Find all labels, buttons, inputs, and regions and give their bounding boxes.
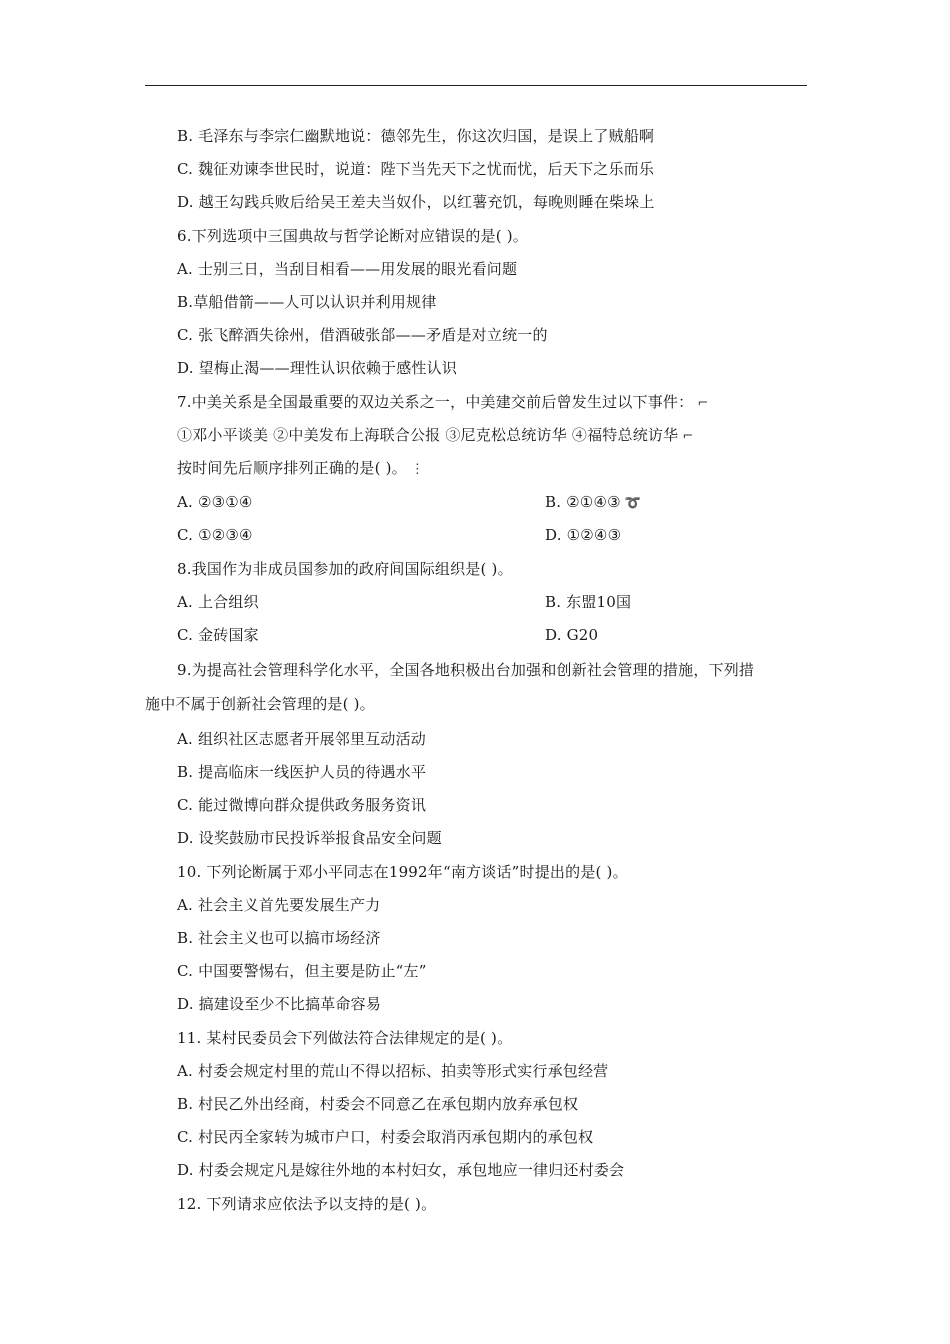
option-line: B. 提高临床一线医护人员的待遇水平 [177, 763, 427, 781]
edit-mark-icon: ⌐ [682, 429, 694, 444]
question-7-prompt [177, 458, 424, 480]
question-7 [177, 392, 708, 414]
option-line: C. 能过微博向群众提供政务服务资讯 [177, 796, 427, 814]
question-9-continued: 施中不属于创新社会管理的是( )。 [145, 695, 375, 713]
option-line: C. 金砖国家 [177, 626, 259, 644]
option-line: D. 设奖鼓励市民投诉举报食品安全问题 [177, 829, 442, 847]
option-line: A. 上合组织 [177, 593, 259, 611]
question-12: 12. 下列请求应依法予以支持的是( )。 [177, 1195, 437, 1213]
option-line: D. ①②④③ [545, 526, 622, 544]
option-line: A. ②③①④ [177, 493, 253, 511]
question-11: 11. 某村民委员会下列做法符合法律规定的是( )。 [177, 1029, 513, 1047]
option-line: D. 搞建设至少不比搞革命容易 [177, 995, 382, 1013]
question-8: 8.我国作为非成员国参加的政府间国际组织是( )。 [177, 560, 513, 578]
question-7-prompt-text: 按时间先后顺序排列正确的是( )。 [177, 459, 407, 477]
question-7-events [177, 425, 693, 447]
option-line: B.草船借箭——人可以认识并利用规律 [177, 293, 437, 311]
option-line: D. 村委会规定凡是嫁往外地的本村妇女，承包地应一律归还村委会 [177, 1161, 625, 1179]
option-line: B. 社会主义也可以搞市场经济 [177, 929, 381, 947]
option-line: A. 组织社区志愿者开展邻里互动活动 [177, 730, 426, 748]
option-text: B. ②①④③ [545, 493, 621, 511]
option-line: D. 越王勾践兵败后给吴王差夫当奴仆，以红薯充饥，每晚则睡在柴垛上 [177, 193, 655, 211]
option-line [545, 492, 641, 514]
option-line: A. 村委会规定村里的荒山不得以招标、拍卖等形式实行承包经营 [177, 1062, 609, 1080]
option-line: B. 东盟10国 [545, 593, 632, 611]
option-line: B. 毛泽东与李宗仁幽默地说：德邻先生，你这次归国，是误上了贼船啊 [177, 127, 655, 145]
question-10: 10. 下列论断属于邓小平同志在1992年“南方谈话”时提出的是( )。 [177, 863, 628, 881]
edit-mark-icon: ⋮ [410, 462, 425, 477]
question-9: 9.为提高社会管理科学化水平，全国各地积极出台加强和创新社会管理的措施，下列措 [177, 661, 755, 679]
option-line: C. 魏征劝谏李世民时，说道：陛下当先天下之忧而忧，后天下之乐而乐 [177, 160, 655, 178]
edit-mark-icon: ⌐ [697, 396, 709, 411]
option-line: C. 村民丙全家转为城市户口，村委会取消丙承包期内的承包权 [177, 1128, 594, 1146]
option-line: C. 张飞醉酒失徐州，借酒破张郃——矛盾是对立统一的 [177, 326, 548, 344]
option-line: C. 中国要警惕右，但主要是防止“左” [177, 962, 427, 980]
option-line: B. 村民乙外出经商，村委会不同意乙在承包期内放弃承包权 [177, 1095, 579, 1113]
header-rule [145, 85, 807, 86]
question-7-events-text: ①邓小平谈美 ②中美发布上海联合公报 ③尼克松总统访华 ④福特总统访华 [177, 426, 679, 444]
question-6: 6.下列选项中三国典故与哲学论断对应错误的是( )。 [177, 227, 528, 245]
option-line: A. 社会主义首先要发展生产力 [177, 896, 381, 914]
scribble-icon: ➰ [624, 496, 642, 511]
option-line: D. 望梅止渴——理性认识依赖于感性认识 [177, 359, 458, 377]
question-7-text: 7.中美关系是全国最重要的双边关系之一，中美建交前后曾发生过以下事件： [177, 393, 694, 411]
option-line: C. ①②③④ [177, 526, 253, 544]
option-line: D. G20 [545, 626, 599, 644]
option-line: A. 士别三日，当刮目相看——用发展的眼光看问题 [177, 260, 518, 278]
